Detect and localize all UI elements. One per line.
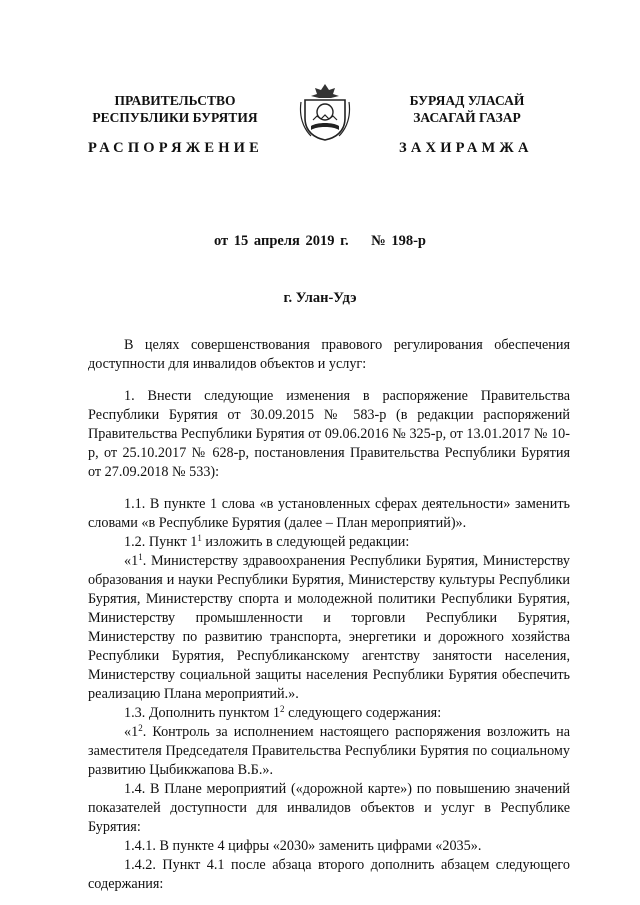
paragraph: 1.4. В Плане мероприятий («дорожной карте») по повышению значений показателей доступности для инвалидов объектов и услуг в Республике Бурятия: (88, 781, 570, 835)
paragraph-text: . Контроль за исполнением настоящего распоряжения возложить на заместителя Председателя Правительства Республики Бурятия по социальному развитию Цыбикжапова В.Б.». (88, 724, 570, 778)
document-type-russian: РАСПОРЯЖЕНИЕ (88, 140, 264, 156)
paragraph (88, 723, 570, 780)
coat-of-arms-icon (299, 82, 351, 142)
paragraph: 1.1. В пункте 1 слова «в установленных сферах деятельности» заменить словами «в Республике Бурятия (далее – План мероприятий)». (88, 496, 570, 531)
document-body (88, 336, 570, 894)
paragraph-text: «1 (124, 724, 139, 740)
document-number: № 198-р (371, 233, 426, 249)
paragraph: 1.4.2. Пункт 4.1 после абзаца второго дополнить абзацем следующего содержания: (88, 857, 570, 892)
superscript: 2 (138, 723, 143, 733)
authority-name-buryat (382, 92, 552, 126)
paragraph-text: «1 (124, 553, 139, 569)
paragraph: 1.4.1. В пункте 4 цифры «2030» заменить цифрами «2035». (124, 838, 482, 854)
document-date-number (0, 233, 640, 250)
city: г. Улан-Удэ (283, 290, 357, 306)
authority-line-1: БУРЯАД УЛАСАЙ (409, 93, 525, 108)
authority-name-russian (80, 92, 270, 126)
paragraph-text: изложить в следующей редакции: (201, 534, 410, 550)
paragraph: 1. Внести следующие изменения в распоряжение Правительства Республики Бурятия от 30.09.2015 № 583-р (в редакции распоряжений Правительства Республики Бурятия от 09.06.2016 № 325-р, от 13.01.2017 № 10-р, от 25.10.2017 № 628-р, постановления Правительства Республики Бурятия от 27.09.2018 № 533): (88, 388, 570, 480)
paragraph: В целях совершенствования правового регулирования обеспечения доступности для инвалидов объектов и услуг: (88, 337, 570, 372)
paragraph-text: следующего содержания: (284, 705, 442, 721)
superscript: 2 (280, 704, 285, 714)
paragraph (88, 533, 570, 552)
paragraph-text: 1.2. Пункт 1 (124, 534, 198, 550)
paragraph (88, 552, 570, 704)
paragraph (88, 704, 570, 723)
document-type-buryat: ЗАХИРАМЖА (399, 140, 533, 156)
authority-line-2: РЕСПУБЛИКИ БУРЯТИЯ (92, 110, 258, 125)
superscript: 1 (138, 552, 143, 562)
superscript: 1 (197, 533, 202, 543)
paragraph-text: 1.3. Дополнить пунктом 1 (124, 705, 281, 721)
authority-line-1: ПРАВИТЕЛЬСТВО (114, 93, 236, 108)
authority-line-2: ЗАСАГАЙ ГАЗАР (413, 110, 521, 125)
paragraph-text: . Министерству здравоохранения Республики Бурятия, Министерству образования и науки Республики Бурятия, Министерству культуры Республики Бурятия, Министерству спорта и молодежной политики Республики Бурятия, Министерству промышленности и торговли Республики Бурятия, Министерству по развитию транспорта, энергетики и дорожного хозяйства Республики Бурятия, Республиканскому агентству занятости населения, Министерству социальной защиты населения Республики Бурятия обеспечить реализацию Плана мероприятий.». (88, 553, 570, 702)
document-date: от 15 апреля 2019 г. (214, 233, 349, 249)
